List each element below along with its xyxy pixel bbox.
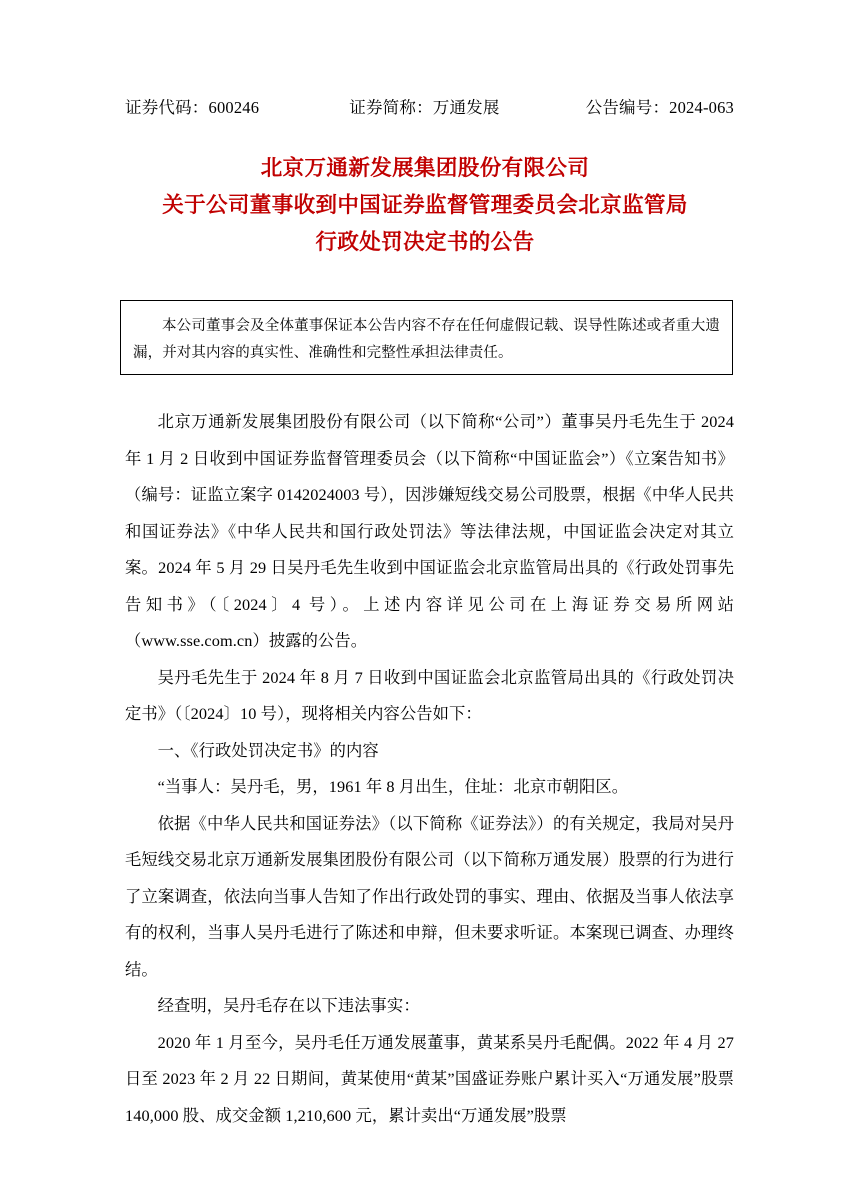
disclaimer-text: 本公司董事会及全体董事保证本公告内容不存在任何虚假记载、误导性陈述或者重大遗漏，并对其内容的真实性、准确性和完整性承担法律责任。 [133,318,720,361]
body-paragraph-6: 2020 年 1 月至今，吴丹毛任万通发展董事，黄某系吴丹毛配偶。2022 年 4 月 27 日至 2023 年 2 月 22 日期间，黄某使用“黄某”国盛证券账户累计买入“万通发展”股票 140,000 股、成交金额 1,210,600 元，累计卖出“万通发展”股票 [125,1032,734,1125]
body-paragraph-5: 经查明，吴丹毛存在以下违法事实： [157,996,420,1015]
document-body [125,404,734,1134]
body-paragraph-2: 吴丹毛先生于 2024 年 8 月 7 日收到中国证监会北京监管局出具的《行政处罚决定书》（〔2024〕10 号），现将相关内容公告如下： [125,667,734,723]
announcement-number: 公告编号：2024-063 [585,98,734,117]
disclaimer-box [120,300,733,375]
body-paragraph-4: 依据《中华人民共和国证券法》（以下简称《证券法》）的有关规定，我局对吴丹毛短线交易北京万通新发展集团股份有限公司（以下简称万通发展）股票的行为进行了立案调查，依法向当事人告知了作出行政处罚的事实、理由、依据及当事人依法享有的权利，当事人吴丹毛进行了陈述和申辩，但未要求听证。本案现已调查、办理终结。 [125,813,734,979]
security-code: 证券代码：600246 [125,98,260,117]
body-paragraph-3: “当事人：吴丹毛，男，1961 年 8 月出生，住址：北京市朝阳区。 [157,777,629,796]
title-line-subject: 关于公司董事收到中国证券监督管理委员会北京监管局 [162,193,688,217]
title-line-suffix: 行政处罚决定书的公告 [315,230,535,254]
document-header [125,94,734,118]
security-abbreviation: 证券简称：万通发展 [349,98,500,117]
title-line-company: 北京万通新发展集团股份有限公司 [260,156,590,180]
body-paragraph-1: 北京万通新发展集团股份有限公司（以下简称“公司”）董事吴丹毛先生于 2024 年 1 月 2 日收到中国证券监督管理委员会（以下简称“中国证监会”）《立案告知书》（编号：证监立案字 0142024003 号），因涉嫌短线交易公司股票，根据《中华人民共和国证券法》《中华人民共和国行政处罚法》等法律法规，中国证监会决定对其立案。2024 年 5 月 29 日吴丹毛先生收到中国证监会北京监管局出具的《行政处罚事先告知书》（〔2024〕4 号）。上述内容详见公司在上海证券交易所网站（www.sse.com.cn）披露的公告。 [125,412,734,650]
document-title [110,150,740,261]
section-heading-1: 一、《行政处罚决定书》的内容 [157,740,379,760]
